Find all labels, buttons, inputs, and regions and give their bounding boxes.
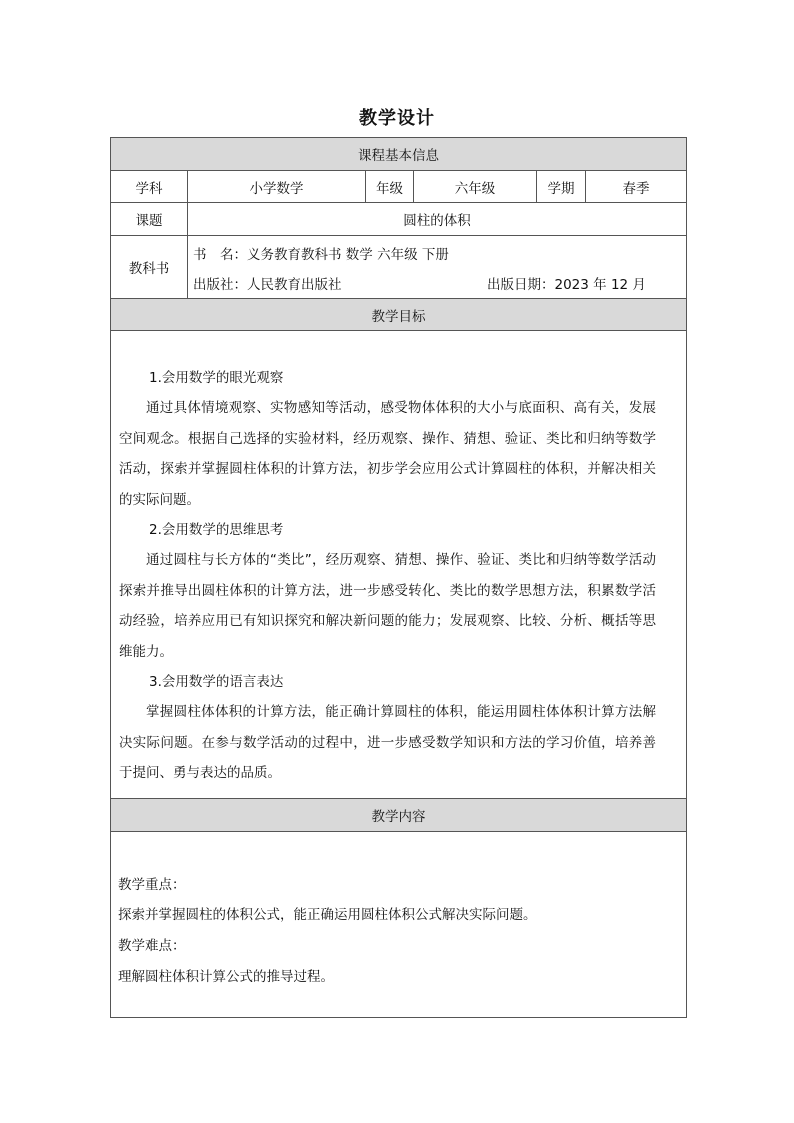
term-label: 学期 bbox=[537, 171, 586, 202]
basic-info-header: 课程基本信息 bbox=[111, 138, 686, 171]
objective-text-2: 通过圆柱与长方体的“类比”，经历观察、猜想、操作、验证、类比和归纳等数学活动探索并推导出圆柱体积的计算方法，进一步感受转化、类比的数学思想方法，积累数学活动经验，培养应用已有知识探究和解决新问题的能力；发展观察、比较、分析、概括等思维能力。 bbox=[119, 552, 656, 660]
publish-date-line: 出版日期：2023 年 12 月 bbox=[487, 277, 646, 293]
difficulty-label: 教学难点： bbox=[118, 938, 186, 954]
difficulty-text: 理解圆柱体积计算公式的推导过程。 bbox=[118, 969, 334, 985]
objective-text-3: 掌握圆柱体体积的计算方法，能正确计算圆柱的体积，能运用圆柱体体积计算方法解决实际问题。在参与数学活动的过程中，进一步感受数学知识和方法的学习价值，培养善于提问、勇与表达的品质。 bbox=[119, 704, 656, 782]
key-point-text: 探索并掌握圆柱的体积公式，能正确运用圆柱体积公式解决实际问题。 bbox=[118, 907, 537, 923]
topic-value: 圆柱的体积 bbox=[403, 213, 471, 229]
objective-heading-3: 3.会用数学的语言表达 bbox=[149, 674, 284, 691]
objectives-body bbox=[111, 331, 686, 799]
publisher-line: 出版社：人民教育出版社 bbox=[193, 277, 342, 293]
subject-label: 学科 bbox=[111, 171, 188, 202]
grade-value: 六年级 bbox=[414, 171, 537, 202]
grade-label: 年级 bbox=[366, 171, 414, 202]
key-point-label: 教学重点： bbox=[118, 877, 186, 893]
content-header: 教学内容 bbox=[111, 799, 686, 832]
content-body bbox=[111, 832, 686, 1017]
term-value: 春季 bbox=[622, 180, 650, 197]
subject-row bbox=[111, 171, 686, 203]
lesson-plan-table bbox=[110, 137, 687, 1018]
objective-heading-2: 2.会用数学的思维思考 bbox=[149, 522, 284, 539]
page-title: 教学设计 bbox=[359, 108, 435, 129]
textbook-row bbox=[111, 236, 686, 299]
topic-label: 课题 bbox=[111, 203, 188, 235]
objectives-header: 教学目标 bbox=[111, 299, 686, 331]
textbook-label: 教科书 bbox=[111, 236, 188, 298]
book-name-line: 书 名：义务教育教科书 数学 六年级 下册 bbox=[193, 247, 449, 263]
objectives-text bbox=[111, 363, 686, 789]
objective-heading-1: 1.会用数学的眼光观察 bbox=[149, 370, 284, 386]
subject-value: 小学数学 bbox=[188, 171, 366, 202]
objective-text-1: 通过具体情境观察、实物感知等活动，感受物体体积的大小与底面积、高有关，发展空间观念。根据自己选择的实验材料，经历观察、操作、猜想、验证、类比和归纳等数学活动，探索并掌握圆柱体积的计算方法，初步学会应用公式计算圆柱的体积，并解决相关的实际问题。 bbox=[119, 400, 656, 508]
topic-row bbox=[111, 203, 686, 236]
